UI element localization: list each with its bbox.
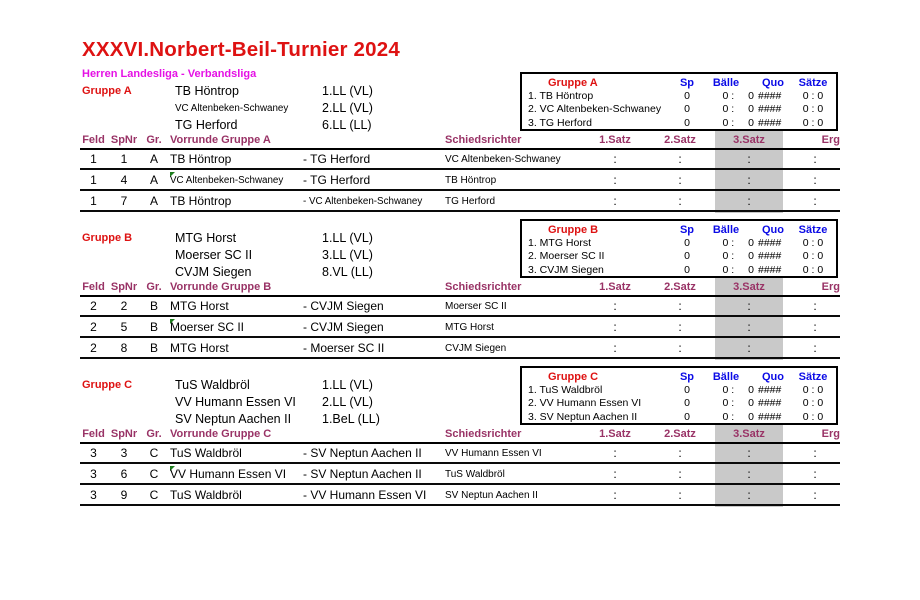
quo-value: #### xyxy=(758,116,782,129)
team-name: TB Höntrop xyxy=(175,84,239,98)
standings-team: 1. TB Höntrop xyxy=(528,90,594,103)
standings-row xyxy=(522,103,836,116)
col-quo: Quo xyxy=(762,370,784,383)
col-sp: Sp xyxy=(679,370,695,383)
team-league: 1.LL (VL) xyxy=(322,231,373,245)
sp-value: 0 xyxy=(684,103,690,116)
feld-value: 2 xyxy=(90,320,97,334)
col-vorrunde: Vorrunde Gruppe C xyxy=(170,428,272,440)
quo-value: #### xyxy=(758,237,782,250)
team-list-row xyxy=(175,248,373,263)
team-name: VC Altenbeken-Schwaney xyxy=(175,103,289,114)
standings-team: 3. SV Neptun Aachen II xyxy=(528,410,638,423)
team-list-row xyxy=(175,412,380,427)
quo-value: #### xyxy=(758,263,782,276)
erg-score: : xyxy=(813,341,817,355)
feld-value: 1 xyxy=(90,173,97,187)
col-baelle: Bälle xyxy=(712,370,740,383)
col-sp: Sp xyxy=(679,76,695,89)
team-name: MTG Horst xyxy=(175,231,237,245)
team-league: 6.LL (LL) xyxy=(322,118,372,132)
feld-value: 3 xyxy=(90,446,97,460)
erg-score: : xyxy=(813,152,817,166)
col-schiedsrichter: Schiedsrichter xyxy=(445,428,522,440)
team-list-row xyxy=(175,231,373,246)
away-team: - Moerser SC II xyxy=(303,341,385,355)
team-league: 1.BeL (LL) xyxy=(322,412,380,426)
match-row xyxy=(80,298,840,317)
satz2-score: : xyxy=(678,488,682,502)
col-quo: Quo xyxy=(762,223,784,236)
feld-value: 3 xyxy=(90,467,97,481)
sp-value: 0 xyxy=(684,384,690,397)
spnr-value: 5 xyxy=(120,320,128,334)
baelle-value: 0 : 0 xyxy=(722,384,754,397)
col-satz1: 1.Satz xyxy=(599,281,631,293)
team-league: 2.LL (VL) xyxy=(322,395,373,409)
match-row xyxy=(80,487,840,506)
match-table-header xyxy=(80,427,840,444)
match-row xyxy=(80,466,840,485)
baelle-value: 0 : 0 xyxy=(722,263,754,276)
standings-row xyxy=(522,250,836,263)
standings-group-title: Gruppe A xyxy=(548,76,598,89)
col-spnr: SpNr xyxy=(110,134,138,146)
away-team: - VC Altenbeken-Schwaney xyxy=(303,196,423,207)
gr-value: A xyxy=(149,173,158,187)
match-row xyxy=(80,193,840,212)
spnr-value: 7 xyxy=(120,194,128,208)
col-satz3: 3.Satz xyxy=(733,281,765,293)
standings-row xyxy=(522,89,836,102)
col-satz2: 2.Satz xyxy=(664,134,696,146)
saetze-value: 0 : 0 xyxy=(802,250,824,263)
team-list-row xyxy=(175,395,373,410)
referee: TB Höntrop xyxy=(445,175,497,186)
spnr-value: 6 xyxy=(120,467,128,481)
gr-value: B xyxy=(149,320,158,334)
team-name: TG Herford xyxy=(175,118,238,132)
standings-team: 3. CVJM Siegen xyxy=(528,263,604,276)
col-satz3: 3.Satz xyxy=(733,134,765,146)
quo-value: #### xyxy=(758,397,782,410)
standings-row xyxy=(522,236,836,249)
col-feld: Feld xyxy=(82,428,105,440)
team-league: 1.LL (VL) xyxy=(322,378,373,392)
col-satz2: 2.Satz xyxy=(664,428,696,440)
satz3-score: : xyxy=(747,320,751,334)
sp-value: 0 xyxy=(684,410,690,423)
standings-row xyxy=(522,410,836,423)
standings-header-row xyxy=(522,76,836,89)
col-erg: Erg xyxy=(821,428,840,440)
col-satz1: 1.Satz xyxy=(599,134,631,146)
erg-score: : xyxy=(813,194,817,208)
sp-value: 0 xyxy=(684,397,690,410)
standings-box xyxy=(520,219,838,278)
quo-value: #### xyxy=(758,384,782,397)
match-table-header xyxy=(80,133,840,150)
quo-value: #### xyxy=(758,410,782,423)
saetze-value: 0 : 0 xyxy=(802,397,824,410)
standings-group-title: Gruppe C xyxy=(548,370,599,383)
home-team: TuS Waldbröl xyxy=(170,446,242,460)
quo-value: #### xyxy=(758,250,782,263)
satz2-score: : xyxy=(678,299,682,313)
col-schiedsrichter: Schiedsrichter xyxy=(445,281,522,293)
standings-team: 1. TuS Waldbröl xyxy=(528,384,603,397)
gr-value: B xyxy=(149,299,158,313)
col-spnr: SpNr xyxy=(110,281,138,293)
referee: TG Herford xyxy=(445,196,496,207)
baelle-value: 0 : 0 xyxy=(722,397,754,410)
team-list-row xyxy=(175,101,373,116)
satz2-score: : xyxy=(678,341,682,355)
referee: CVJM Siegen xyxy=(445,343,507,354)
team-name: SV Neptun Aachen II xyxy=(175,412,292,426)
standings-team: 3. TG Herford xyxy=(528,116,592,129)
baelle-value: 0 : 0 xyxy=(722,90,754,103)
col-erg: Erg xyxy=(821,281,840,293)
home-team: TB Höntrop xyxy=(170,194,232,208)
erg-score: : xyxy=(813,488,817,502)
group-section-c xyxy=(0,366,920,581)
col-saetze: Sätze xyxy=(798,223,828,236)
standings-team: 2. VV Humann Essen VI xyxy=(528,397,642,410)
erg-score: : xyxy=(813,446,817,460)
erg-score: : xyxy=(813,320,817,334)
baelle-value: 0 : 0 xyxy=(722,103,754,116)
satz2-score: : xyxy=(678,173,682,187)
team-league: 2.LL (VL) xyxy=(322,101,373,115)
col-saetze: Sätze xyxy=(798,370,828,383)
sp-value: 0 xyxy=(684,250,690,263)
satz3-score: : xyxy=(747,299,751,313)
col-quo: Quo xyxy=(762,76,784,89)
gr-value: A xyxy=(149,152,158,166)
home-team: VC Altenbeken-Schwaney xyxy=(170,175,284,186)
feld-value: 2 xyxy=(90,299,97,313)
baelle-value: 0 : 0 xyxy=(722,410,754,423)
referee: VC Altenbeken-Schwaney xyxy=(445,154,561,165)
satz3-score: : xyxy=(747,194,751,208)
satz1-score: : xyxy=(613,320,617,334)
col-gr: Gr. xyxy=(146,281,162,293)
match-row xyxy=(80,445,840,464)
home-team: TB Höntrop xyxy=(170,152,232,166)
referee: MTG Horst xyxy=(445,322,494,333)
col-satz3: 3.Satz xyxy=(733,428,765,440)
gr-value: C xyxy=(149,446,159,460)
col-saetze: Sätze xyxy=(798,76,828,89)
team-name: TuS Waldbröl xyxy=(175,378,250,392)
satz3-score: : xyxy=(747,341,751,355)
standings-row xyxy=(522,383,836,396)
away-team: - VV Humann Essen VI xyxy=(303,488,427,502)
standings-box xyxy=(520,72,838,131)
col-satz2: 2.Satz xyxy=(664,281,696,293)
col-gr: Gr. xyxy=(146,428,162,440)
col-erg: Erg xyxy=(821,134,840,146)
referee: TuS Waldbröl xyxy=(445,469,505,480)
satz1-score: : xyxy=(613,299,617,313)
satz3-score: : xyxy=(747,173,751,187)
gr-value: B xyxy=(149,341,158,355)
feld-value: 3 xyxy=(90,488,97,502)
saetze-value: 0 : 0 xyxy=(802,237,824,250)
home-team: MTG Horst xyxy=(170,299,229,313)
satz2-score: : xyxy=(678,194,682,208)
referee: VV Humann Essen VI xyxy=(445,448,542,459)
standings-team: 2. VC Altenbeken-Schwaney xyxy=(528,103,662,116)
match-row xyxy=(80,319,840,338)
saetze-value: 0 : 0 xyxy=(802,384,824,397)
satz3-score: : xyxy=(747,467,751,481)
spnr-value: 8 xyxy=(120,341,128,355)
sp-value: 0 xyxy=(684,237,690,250)
match-row xyxy=(80,172,840,191)
saetze-value: 0 : 0 xyxy=(802,116,824,129)
satz1-score: : xyxy=(613,341,617,355)
col-gr: Gr. xyxy=(146,134,162,146)
satz1-score: : xyxy=(613,488,617,502)
group-label: Gruppe A xyxy=(82,85,132,97)
satz1-score: : xyxy=(613,152,617,166)
col-spnr: SpNr xyxy=(110,428,138,440)
erg-score: : xyxy=(813,299,817,313)
match-table-header xyxy=(80,280,840,297)
away-team: - TG Herford xyxy=(303,152,371,166)
away-team: - CVJM Siegen xyxy=(303,299,384,313)
col-feld: Feld xyxy=(82,134,105,146)
spnr-value: 9 xyxy=(120,488,128,502)
team-list-row xyxy=(175,118,372,133)
standings-box xyxy=(520,366,838,425)
satz3-score: : xyxy=(747,152,751,166)
col-sp: Sp xyxy=(679,223,695,236)
baelle-value: 0 : 0 xyxy=(722,250,754,263)
saetze-value: 0 : 0 xyxy=(802,103,824,116)
home-team: MTG Horst xyxy=(170,341,229,355)
col-baelle: Bälle xyxy=(712,223,740,236)
feld-value: 1 xyxy=(90,194,97,208)
standings-row xyxy=(522,263,836,276)
satz1-score: : xyxy=(613,446,617,460)
away-team: - SV Neptun Aachen II xyxy=(303,446,422,460)
team-list-row xyxy=(175,265,373,280)
team-league: 1.LL (VL) xyxy=(322,84,373,98)
col-baelle: Bälle xyxy=(712,76,740,89)
erg-score: : xyxy=(813,467,817,481)
team-league: 8.VL (LL) xyxy=(322,265,373,279)
team-name: CVJM Siegen xyxy=(175,265,252,279)
saetze-value: 0 : 0 xyxy=(802,410,824,423)
sp-value: 0 xyxy=(684,90,690,103)
gr-value: A xyxy=(149,194,158,208)
standings-group-title: Gruppe B xyxy=(548,223,599,236)
col-vorrunde: Vorrunde Gruppe A xyxy=(170,134,271,146)
saetze-value: 0 : 0 xyxy=(802,263,824,276)
home-team: TuS Waldbröl xyxy=(170,488,242,502)
subtitle: Herren Landesliga - Verbandsliga xyxy=(82,68,257,80)
standings-team: 1. MTG Horst xyxy=(528,237,592,250)
satz1-score: : xyxy=(613,194,617,208)
match-row xyxy=(80,340,840,359)
feld-value: 2 xyxy=(90,341,97,355)
satz3-score: : xyxy=(747,446,751,460)
team-name: VV Humann Essen VI xyxy=(175,395,296,409)
satz3-score: : xyxy=(747,488,751,502)
referee: SV Neptun Aachen II xyxy=(445,490,538,501)
saetze-value: 0 : 0 xyxy=(802,90,824,103)
satz1-score: : xyxy=(613,467,617,481)
page-title: XXXVI.Norbert-Beil-Turnier 2024 xyxy=(82,38,400,61)
spnr-value: 1 xyxy=(120,152,128,166)
sp-value: 0 xyxy=(684,116,690,129)
quo-value: #### xyxy=(758,103,782,116)
team-name: Moerser SC II xyxy=(175,248,253,262)
feld-value: 1 xyxy=(90,152,97,166)
standings-header-row xyxy=(522,370,836,383)
baelle-value: 0 : 0 xyxy=(722,116,754,129)
satz2-score: : xyxy=(678,320,682,334)
away-team: - CVJM Siegen xyxy=(303,320,384,334)
baelle-value: 0 : 0 xyxy=(722,237,754,250)
team-list-row xyxy=(175,84,373,99)
match-row xyxy=(80,151,840,170)
away-team: - TG Herford xyxy=(303,173,371,187)
col-feld: Feld xyxy=(82,281,105,293)
standings-header-row xyxy=(522,223,836,236)
satz1-score: : xyxy=(613,173,617,187)
col-satz1: 1.Satz xyxy=(599,428,631,440)
quo-value: #### xyxy=(758,90,782,103)
home-team: Moerser SC II xyxy=(170,320,245,334)
col-vorrunde: Vorrunde Gruppe B xyxy=(170,281,272,293)
sp-value: 0 xyxy=(684,263,690,276)
team-list-row xyxy=(175,378,373,393)
spnr-value: 3 xyxy=(120,446,128,460)
group-label: Gruppe C xyxy=(82,379,133,391)
referee: Moerser SC II xyxy=(445,301,507,312)
standings-row xyxy=(522,397,836,410)
away-team: - SV Neptun Aachen II xyxy=(303,467,422,481)
satz2-score: : xyxy=(678,467,682,481)
gr-value: C xyxy=(149,467,159,481)
col-schiedsrichter: Schiedsrichter xyxy=(445,134,522,146)
gr-value: C xyxy=(149,488,159,502)
satz2-score: : xyxy=(678,446,682,460)
satz2-score: : xyxy=(678,152,682,166)
standings-row xyxy=(522,116,836,129)
group-label: Gruppe B xyxy=(82,232,133,244)
erg-score: : xyxy=(813,173,817,187)
team-league: 3.LL (VL) xyxy=(322,248,373,262)
standings-team: 2. Moerser SC II xyxy=(528,250,605,263)
home-team: VV Humann Essen VI xyxy=(170,467,287,481)
spnr-value: 2 xyxy=(120,299,128,313)
spnr-value: 4 xyxy=(120,173,128,187)
